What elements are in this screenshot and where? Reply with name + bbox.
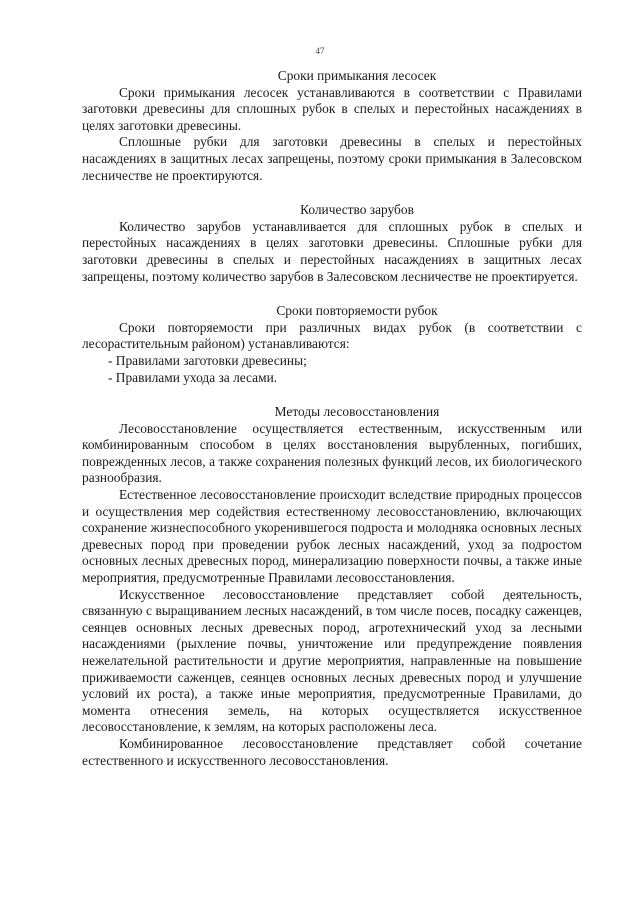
- section-heading: Методы лесовосстановления: [274, 404, 440, 420]
- document-body: [82, 68, 582, 787]
- section-reforestation-methods: [82, 404, 582, 769]
- paragraph: Сроки повторяемости при различных видах рубок (в соответствии с лесорастительным районом) устанавливаются:: [82, 319, 582, 352]
- section-lesosek-adjacency: [82, 68, 582, 184]
- paragraph: Искусственное лесовосстановление представляет собой деятельность, связанную с выращиванием лесных насаждений, в том числе посев, посадку саженцев, сеянцев основных лесных древесных пород, агротехнический уход за лесными насаждениями (рыхление почвы, уничтожение или предупреждение появления нежелательной растительности и другие мероприятия, направленные на повышение приживаемости саженцев, сеянцев основных лесных древесных пород и улучшение условий их роста), а также иные мероприятия, предусмотренные Правилами, до момента отнесения земель, на которых осуществляется искусственное лесовосстановление, к землям, на которых расположены леса.: [82, 586, 582, 735]
- section-heading: Сроки примыкания лесосек: [277, 68, 437, 83]
- list-item: - Правилами ухода за лесами.: [108, 369, 278, 385]
- section-cutting-intervals: [82, 303, 582, 386]
- section-heading: Сроки повторяемости рубок: [276, 303, 438, 319]
- paragraph: Сроки примыкания лесосек устанавливаются в соответствии с Правилами заготовки древесины для сплошных рубок в спелых и перестойных насаждениях в целях заготовки древесины.: [82, 84, 582, 133]
- page-number: 47: [315, 46, 325, 56]
- paragraph: Комбинированное лесовосстановление представляет собой сочетание естественного и искусственного лесовосстановления.: [82, 735, 582, 768]
- paragraph: Естественное лесовосстановление происходит вследствие природных процессов и осуществления мер содействия естественному лесовосстановлению, включающих сохранение жизнеспособного укоренившегося подроста и молодняка основных лесных древесных пород при проведении рубок лесных насаждений, уход за подростом основных лесных древесных пород, минерализацию поверхности почвы, а также иные мероприятия, предусмотренные Правилами лесовосстановления.: [82, 487, 582, 586]
- section-heading: Количество зарубов: [300, 202, 414, 218]
- paragraph: Количество зарубов устанавливается для сплошных рубок в спелых и перестойных насаждениях в целях заготовки древесины. Сплошные рубки для заготовки древесины в спелых и перестойных насаждениях в защитных лесах запрещены, поэтому количество зарубов в Залесовском лесничестве не проектируется.: [82, 218, 582, 284]
- section-cut-count: [82, 202, 582, 285]
- paragraph: Сплошные рубки для заготовки древесины в спелых и перестойных насаждениях в защитных лесах запрещены, поэтому сроки примыкания в Залесовском лесничестве не проектируются.: [82, 134, 582, 183]
- paragraph: Лесовосстановление осуществляется естественным, искусственным или комбинированным способом в целях восстановления вырубленных, погибших, поврежденных лесов, а также сохранения полезных функций лесов, их биологического разнообразия.: [82, 420, 582, 486]
- list-item: - Правилами заготовки древесины;: [108, 352, 307, 368]
